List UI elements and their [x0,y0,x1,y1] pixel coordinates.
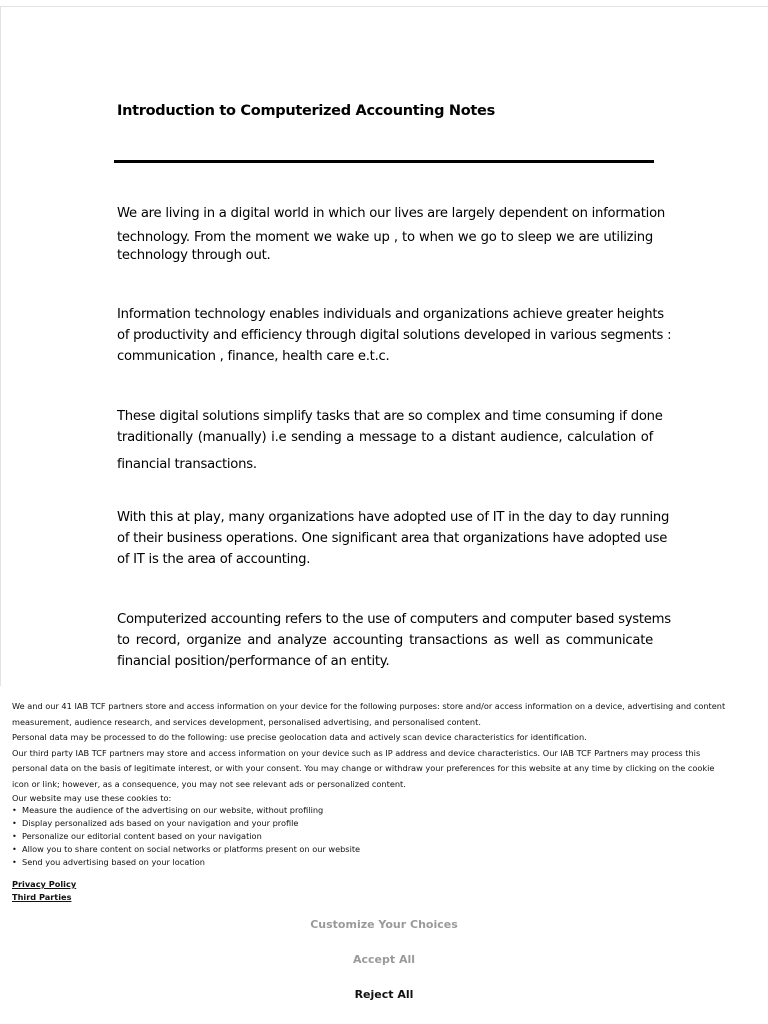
paragraph [117,203,666,266]
consent-text-line: measurement, audience research, and services development, personalised advertising, and personalised content. [12,716,481,727]
consent-text-line: icon or link; however, as a consequence, you may not see relevant ads or personalized content. [12,778,406,789]
reject-all-button[interactable]: Reject All [284,983,484,1005]
list-item: • Personalize our editorial content based on your navigation [12,830,360,843]
paragraph-line: communication , finance, health care e.t.c. [117,349,390,364]
paragraph-line: With this at play, many organizations have adopted use of IT in the day to day running [117,510,670,525]
paragraph [117,304,672,367]
paragraph-line: to record, organize and analyze accounting transactions as well as communicate [117,633,653,648]
paragraph-line: We are living in a digital world in which our lives are largely dependent on information [117,206,666,221]
cookie-purposes-list [12,804,360,869]
paragraph [117,609,671,672]
consent-text-line: Our website may use these cookies to: [12,793,172,803]
title-divider [114,160,654,163]
paragraph-line: Information technology enables individuals and organizations achieve greater heights [117,307,664,322]
paragraph-line: financial position/performance of an entity. [117,654,390,669]
paragraph-line: technology. From the moment we wake up , to when we go to sleep we are utilizing [117,230,653,245]
paragraph [117,406,663,475]
consent-text-line: We and our 41 IAB TCF partners store and access information on your device for the following purposes: store and/or access information on a device, advertising and content [12,701,726,711]
consent-text-line: Personal data may be processed to do the following: use precise geolocation data and actively scan device characteristics for identification. [12,732,587,742]
third-parties-link[interactable]: Third Parties [12,892,72,902]
privacy-policy-link[interactable]: Privacy Policy [12,879,77,889]
list-item: • Display personalized ads based on your navigation and your profile [12,817,360,830]
customize-choices-button[interactable]: Customize Your Choices [284,913,484,935]
paragraph-line: of their business operations. One significant area that organizations have adopted use [117,531,668,546]
paragraph-line: financial transactions. [117,457,257,472]
consent-description [12,699,760,804]
page-left-border [0,6,1,686]
paragraph-line: traditionally (manually) i.e sending a message to a distant audience, calculation of [117,430,653,445]
paragraph-line: of productivity and efficiency through digital solutions developed in various segments : [117,328,672,343]
paragraph-line: technology through out. [117,248,271,263]
paragraph [117,507,670,570]
paragraph-line: Computerized accounting refers to the use of computers and computer based systems [117,612,671,627]
consent-text-line: personal data on the basis of legitimate interest, or with your consent. You may change or withdraw your preferences for this website at any time by clicking on the cookie [12,763,715,773]
paragraph-line: These digital solutions simplify tasks that are so complex and time consuming if done [117,409,663,424]
list-item: • Allow you to share content on social networks or platforms present on our website [12,843,360,856]
page-top-border [0,6,768,7]
document-title: Introduction to Computerized Accounting Notes [117,103,495,119]
accept-all-button[interactable]: Accept All [284,948,484,970]
list-item: • Send you advertising based on your location [12,856,360,869]
consent-text-line: Our third party IAB TCF partners may store and access information on your device such as IP address and device characteristics. Our IAB TCF Partners may process this [12,747,701,758]
paragraph-line: of IT is the area of accounting. [117,552,311,567]
cookie-consent-banner [0,686,768,1024]
list-item: • Measure the audience of the advertising on our website, without profiling [12,804,360,817]
